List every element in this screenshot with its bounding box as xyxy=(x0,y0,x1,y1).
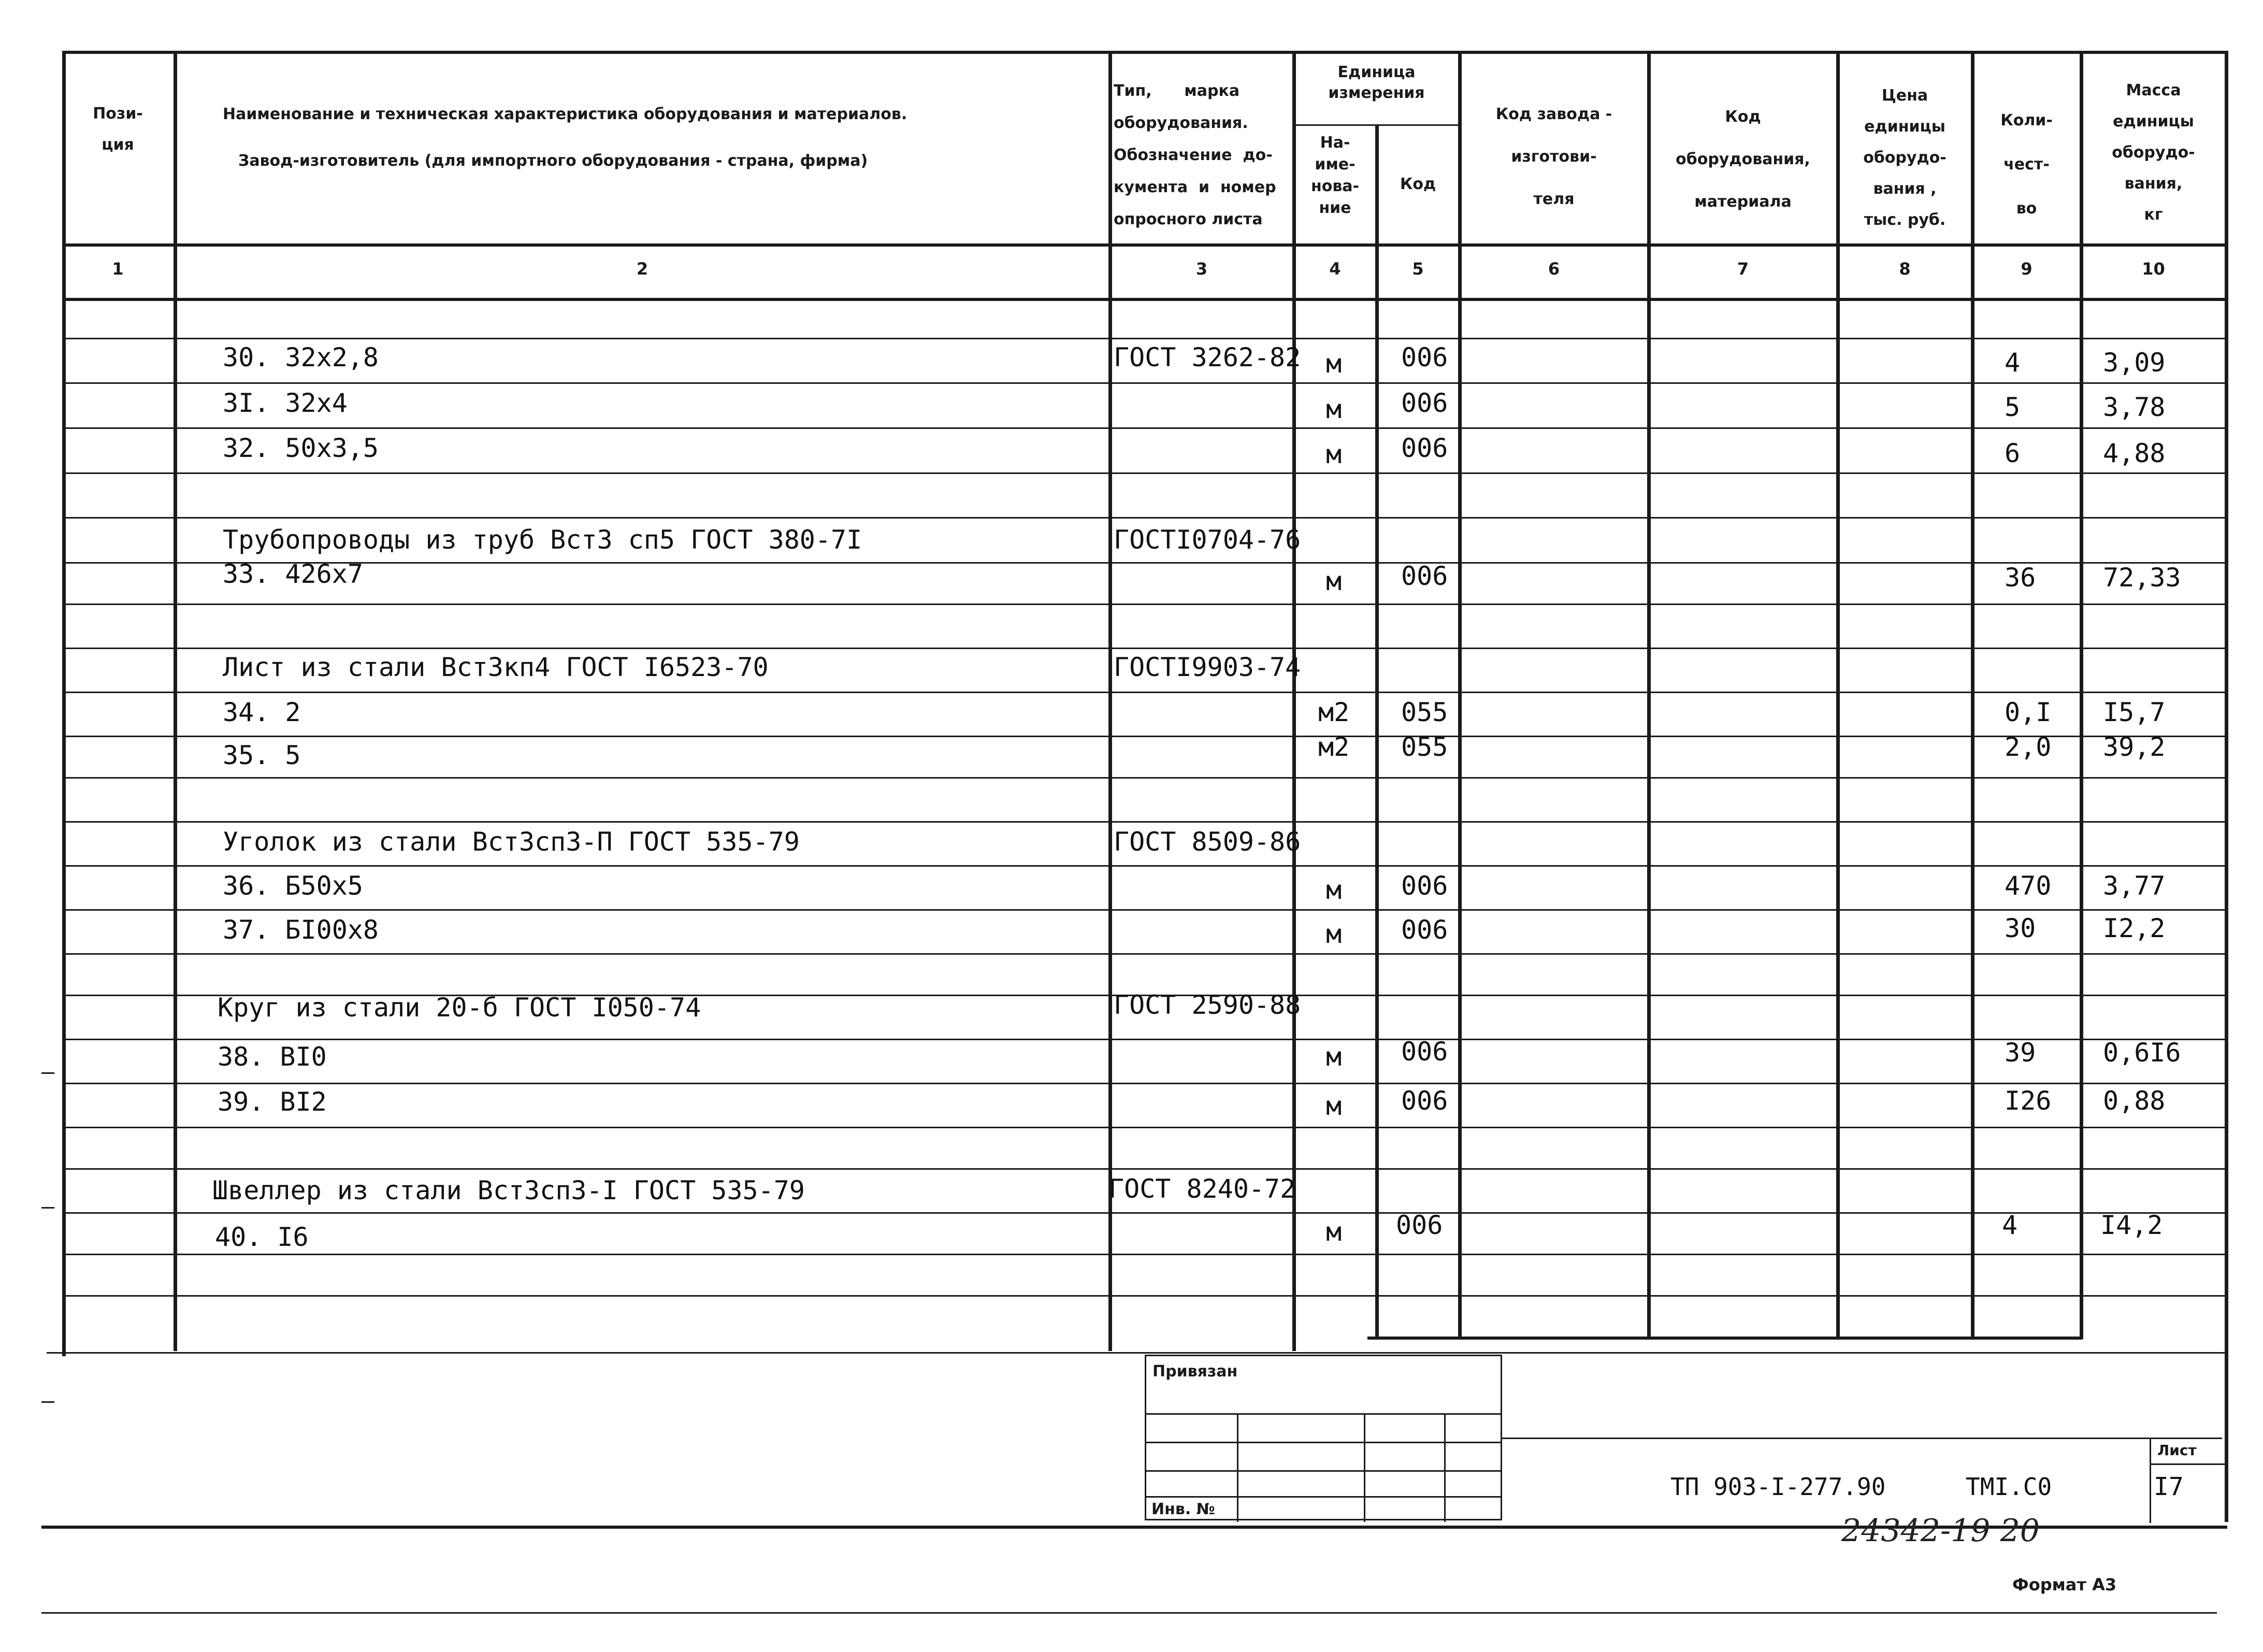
stamp-col xyxy=(1237,1413,1238,1522)
row-name: Швеллер из стали Вст3сп3-I ГОСТ 535-79 xyxy=(212,1175,805,1205)
row-rule xyxy=(62,562,2227,564)
row-name: 35. 5 xyxy=(223,740,301,770)
row-mass: 0,6I6 xyxy=(2103,1038,2181,1068)
row-name: 40. I6 xyxy=(215,1222,309,1252)
edge-tick xyxy=(41,1207,54,1209)
header-unit-divider xyxy=(1292,124,1458,126)
frame-top xyxy=(62,51,2227,54)
row-code: 006 xyxy=(1401,342,1448,372)
row-unit: м xyxy=(1326,1091,1342,1121)
frame-left xyxy=(62,51,66,1356)
row-doc: ГОСТI0704-76 xyxy=(1114,525,1301,555)
row-qty: I26 xyxy=(2005,1086,2052,1116)
header-unit-code: Код xyxy=(1400,175,1436,193)
row-unit: м xyxy=(1326,349,1342,379)
frame-right xyxy=(2225,51,2228,1522)
header-name-line2: Завод-изготовитель (для импортного оборудования - страна, фирма) xyxy=(238,152,868,170)
row-rule xyxy=(62,1083,2227,1084)
row-rule xyxy=(62,517,2227,519)
row-name: 38. BI0 xyxy=(218,1042,327,1072)
row-mass: 39,2 xyxy=(2103,732,2166,762)
row-rule xyxy=(62,1168,2227,1170)
row-doc: ГОСТ 3262-82 xyxy=(1114,342,1301,372)
row-code: 006 xyxy=(1396,1210,1443,1240)
row-code: 006 xyxy=(1401,561,1448,591)
header-mass: Масса единицы оборудо- вания, кг xyxy=(2112,81,2195,224)
row-name: 3I. 32x4 xyxy=(223,388,348,418)
row-name: 32. 50x3,5 xyxy=(223,433,379,463)
inventory-label: Инв. № xyxy=(1151,1500,1215,1518)
row-name: Трубопроводы из труб Вст3 сп5 ГОСТ 380-7I xyxy=(223,525,862,555)
row-mass: 3,09 xyxy=(2103,348,2166,378)
body-bottom xyxy=(1367,1337,2082,1340)
col-number: 5 xyxy=(1412,259,1424,279)
edge-tick xyxy=(41,1401,54,1403)
frame-bottom-line xyxy=(47,1352,2227,1354)
sheet-number: I7 xyxy=(2154,1472,2184,1501)
row-rule xyxy=(62,648,2227,649)
row-qty: 36 xyxy=(2005,563,2036,593)
format-line xyxy=(41,1612,2217,1614)
row-rule xyxy=(62,604,2227,605)
row-rule xyxy=(62,953,2227,955)
row-unit: м2 xyxy=(1318,697,1350,727)
row-doc: ГОСТ 8509-86 xyxy=(1114,827,1301,857)
row-doc: ГОСТ 2590-88 xyxy=(1114,990,1301,1020)
col-number: 2 xyxy=(636,259,648,279)
row-name: 33. 426x7 xyxy=(223,559,363,589)
row-name: 30. 32x2,8 xyxy=(223,342,379,372)
row-name: Уголок из стали ВстЗсп3-П ГОСТ 535-79 xyxy=(223,827,800,857)
col-number: 3 xyxy=(1195,259,1208,279)
linked-stamp xyxy=(1145,1355,1502,1520)
row-rule xyxy=(62,909,2227,911)
sheet-label: Лист xyxy=(2157,1442,2197,1459)
header-position: Пози- ция xyxy=(93,105,143,154)
row-mass: 3,77 xyxy=(2103,871,2166,901)
row-mass: I5,7 xyxy=(2103,697,2166,727)
row-code: 006 xyxy=(1401,388,1448,418)
stamp-rule xyxy=(1146,1470,1502,1472)
row-qty: 30 xyxy=(2005,913,2036,943)
row-name: 34. 2 xyxy=(223,697,301,727)
row-rule xyxy=(62,338,2227,339)
row-rule xyxy=(62,427,2227,429)
linked-label: Привязан xyxy=(1152,1362,1238,1381)
row-unit: м xyxy=(1326,394,1342,424)
stamp-col xyxy=(1364,1413,1365,1522)
row-rule xyxy=(62,821,2227,823)
row-code: 055 xyxy=(1401,732,1448,762)
row-unit: м xyxy=(1326,1217,1342,1247)
format-label: Формат А3 xyxy=(2012,1575,2117,1594)
row-unit: м xyxy=(1326,919,1342,949)
row-name: Круг из стали 20-б ГОСТ I050-74 xyxy=(218,993,701,1023)
col-number: 9 xyxy=(2021,259,2033,279)
header-name-line1: Наименование и техническая характеристика оборудования и материалов. xyxy=(223,105,907,123)
col-number: 10 xyxy=(2142,259,2165,279)
row-name: 39. BI2 xyxy=(218,1087,327,1117)
row-unit: м xyxy=(1326,439,1342,469)
col-line xyxy=(1375,124,1379,1339)
row-rule xyxy=(62,736,2227,737)
row-name: Лист из стали ВстЗкп4 ГОСТ I6523-70 xyxy=(223,652,769,682)
row-rule xyxy=(62,472,2227,474)
row-unit: м2 xyxy=(1318,732,1350,762)
row-qty: 2,0 xyxy=(2005,732,2052,762)
numbers-bottom xyxy=(62,298,2227,301)
header-factory-code: Код завода - изготови- теля xyxy=(1495,105,1612,208)
row-qty: 6 xyxy=(2005,438,2021,468)
row-unit: м xyxy=(1326,1042,1342,1072)
sheet-box-left xyxy=(2150,1438,2151,1523)
row-code: 006 xyxy=(1401,433,1448,463)
row-mass: 0,88 xyxy=(2103,1086,2166,1116)
row-unit: м xyxy=(1326,875,1342,905)
row-qty: 4 xyxy=(2005,348,2021,378)
stamp-col xyxy=(1444,1413,1446,1522)
title-block-top xyxy=(1502,1438,2222,1439)
header-unit-group: Единица измерения xyxy=(1328,63,1425,102)
row-rule xyxy=(62,1212,2227,1214)
row-code: 006 xyxy=(1401,1037,1448,1067)
row-rule xyxy=(62,1295,2227,1297)
row-name: 36. Б50x5 xyxy=(223,871,363,901)
row-mass: 4,88 xyxy=(2103,438,2166,468)
header-equipment-code: Код оборудования, материала xyxy=(1676,108,1810,211)
row-mass: 72,33 xyxy=(2103,563,2181,593)
row-rule xyxy=(62,1039,2227,1040)
header-type: Тип, марка оборудования. Обозначение до- кумента и номер опросного листа xyxy=(1114,82,1276,228)
row-unit: м xyxy=(1326,566,1342,596)
row-qty: 0,I xyxy=(2005,697,2052,727)
row-doc: ГОСТ 8240-72 xyxy=(1108,1174,1296,1204)
sheet-box-divider xyxy=(2150,1463,2225,1465)
row-mass: 3,78 xyxy=(2103,392,2166,422)
row-qty: 5 xyxy=(2005,392,2021,422)
col-number: 7 xyxy=(1737,259,1749,279)
row-qty: 470 xyxy=(2005,871,2052,901)
header-bottom xyxy=(62,243,2227,247)
row-rule xyxy=(62,865,2227,867)
row-rule xyxy=(62,382,2227,384)
row-mass: I4,2 xyxy=(2100,1210,2163,1240)
row-code: 006 xyxy=(1401,871,1448,901)
col-number: 1 xyxy=(112,259,124,279)
handwritten-number: 24342-19 20 xyxy=(1841,1513,2040,1549)
row-name: 37. БI00x8 xyxy=(223,915,379,945)
col-number: 6 xyxy=(1548,259,1560,279)
row-rule xyxy=(62,1254,2227,1255)
stamp-rule xyxy=(1146,1496,1502,1498)
sheet-code: ТМI.С0 xyxy=(1966,1473,2052,1501)
header-price: Цена единицы оборудо- вания , тыс. руб. xyxy=(1863,87,1947,229)
row-rule xyxy=(62,777,2227,779)
col-number: 4 xyxy=(1329,259,1341,279)
document-code: ТП 903-I-277.90 xyxy=(1670,1473,1886,1501)
row-doc: ГОСТI9903-74 xyxy=(1114,652,1301,682)
edge-tick xyxy=(41,1072,54,1074)
row-rule xyxy=(62,692,2227,693)
row-code: 055 xyxy=(1401,697,1448,727)
stamp-rule xyxy=(1146,1442,1502,1443)
row-code: 006 xyxy=(1401,915,1448,945)
row-rule xyxy=(62,1127,2227,1128)
row-mass: I2,2 xyxy=(2103,913,2166,943)
header-unit-name: На- име- нова- ние xyxy=(1310,134,1360,217)
row-qty: 39 xyxy=(2005,1038,2036,1068)
row-qty: 4 xyxy=(2002,1210,2018,1240)
col-number: 8 xyxy=(1899,259,1911,279)
header-quantity: Коли- чест- во xyxy=(2000,111,2053,218)
row-code: 006 xyxy=(1401,1086,1448,1116)
stamp-rule xyxy=(1146,1413,1502,1415)
